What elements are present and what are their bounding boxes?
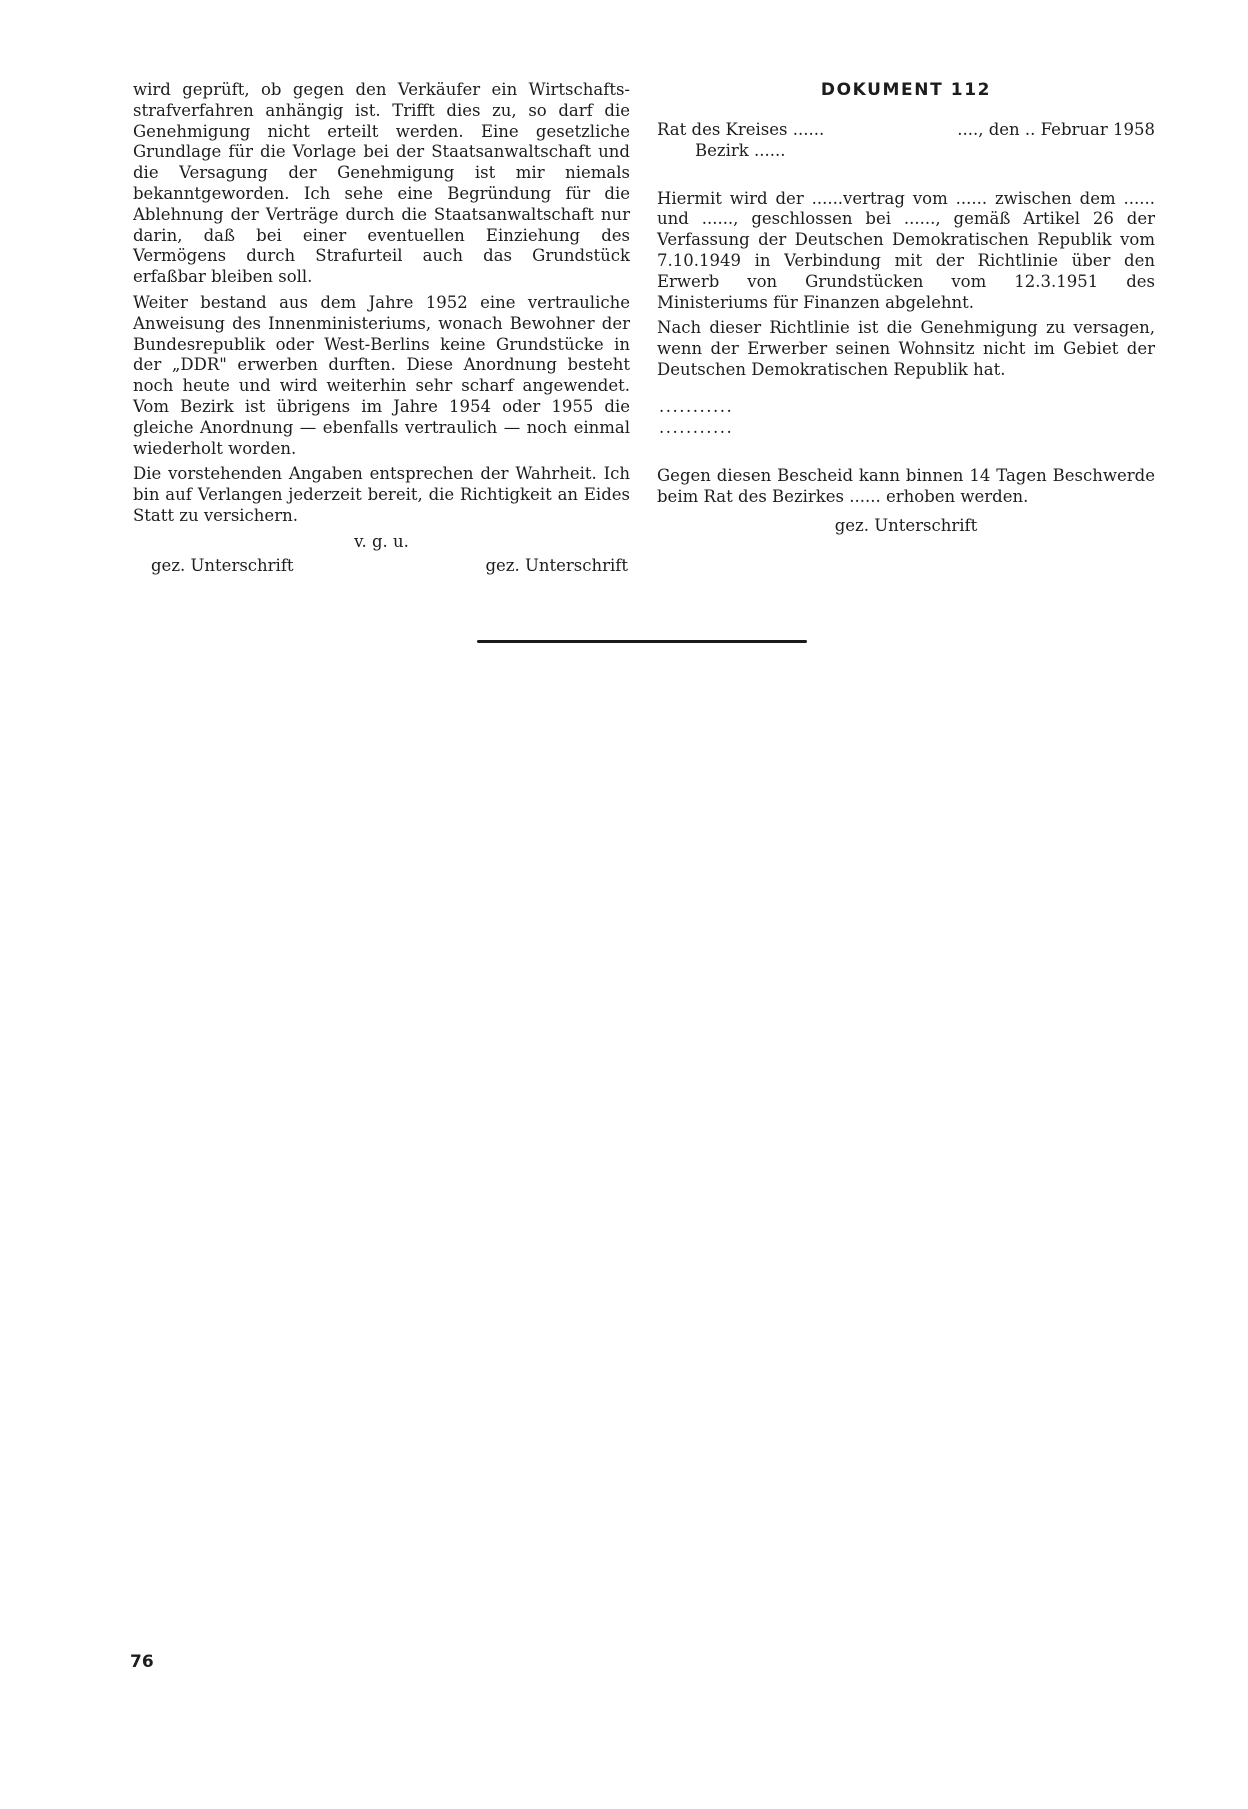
paragraph-declaration: Die vorstehenden Angaben entsprechen der Wahrheit. Ich bin auf Verlangen jederzeit bereit, die Richtigkeit an Eides Statt zu versichern. [133,464,630,525]
signature: gez. Unterschrift [834,515,978,535]
placeholder-dots [657,397,1155,439]
paragraph-directive: Weiter bestand aus dem Jahre 1952 eine vertrauliche Anweisung des Innenministeriums, wonach Bewohner der Bundesrepublik oder West-Berlins keine Grundstücke in der „DDR" erwerben durften. Diese Anordnung besteht noch heute und wird weiterhin sehr scharf angewendet. Vom Bezirk ist übrigens im Jahre 1954 oder 1955 die gleiche Anordnung — ebenfalls vertraulich — noch einmal wiederholt worden. [133,292,630,458]
signature-right: gez. Unterschrift [485,555,628,575]
dots-line: ........... [659,396,734,416]
right-column [657,80,1155,537]
date-line: ...., den .. Februar 1958 [957,120,1155,139]
paragraph-guideline: Nach dieser Richtlinie ist die Genehmigung zu versagen, wenn der Erwerber seinen Wohnsitz nicht im Gebiet der Deutschen Demokratischen Republik hat. [657,318,1155,379]
paragraph-verification: wird geprüft, ob gegen den Verkäufer ein Wirtschafts-strafverfahren anhängig ist. Trifft dies zu, so darf die Genehmigung nicht erteilt werden. Eine gesetzliche Grundlage für die Vorlage bei der Staatsanwaltschaft und die Versagung der Genehmigung ist mir niemals bekanntgeworden. Ich sehe eine Begründung für die Ablehnung der Verträge durch die Staatsanwaltschaft nur darin, daß bei einer eventuellen Einziehung des Vermögens durch Strafurteil auch das Grundstück erfaßbar bleiben soll. [133,80,630,287]
signature-row [133,556,630,577]
dots-line: ........... [659,417,734,437]
paragraph-rejection: Hiermit wird der ......vertrag vom ...... zwischen dem ...... und ......, geschlossen bei ......, gemäß Artikel 26 der Verfassung der Deutschen Demokratischen Republik vom 7.10.1949 in Verbindung mit der Richtlinie über den Erwerb von Grundstücken vom 12.3.1951 des Ministeriums für Finanzen abgelehnt. [657,188,1155,312]
signature-left: gez. Unterschrift [151,555,294,575]
section-divider [477,640,807,643]
closing-vgu: v. g. u. [354,531,409,551]
district-line: Bezirk ...... [695,140,786,160]
page-number: 76 [130,1652,154,1672]
council-name: Rat des Kreises ...... [657,120,825,139]
left-column [133,80,630,576]
letter-header [657,120,1155,141]
paragraph-appeal: Gegen diesen Bescheid kann binnen 14 Tagen Beschwerde beim Rat des Bezirkes ...... erhoben werden. [657,466,1155,507]
document-title: DOKUMENT 112 [820,80,992,100]
